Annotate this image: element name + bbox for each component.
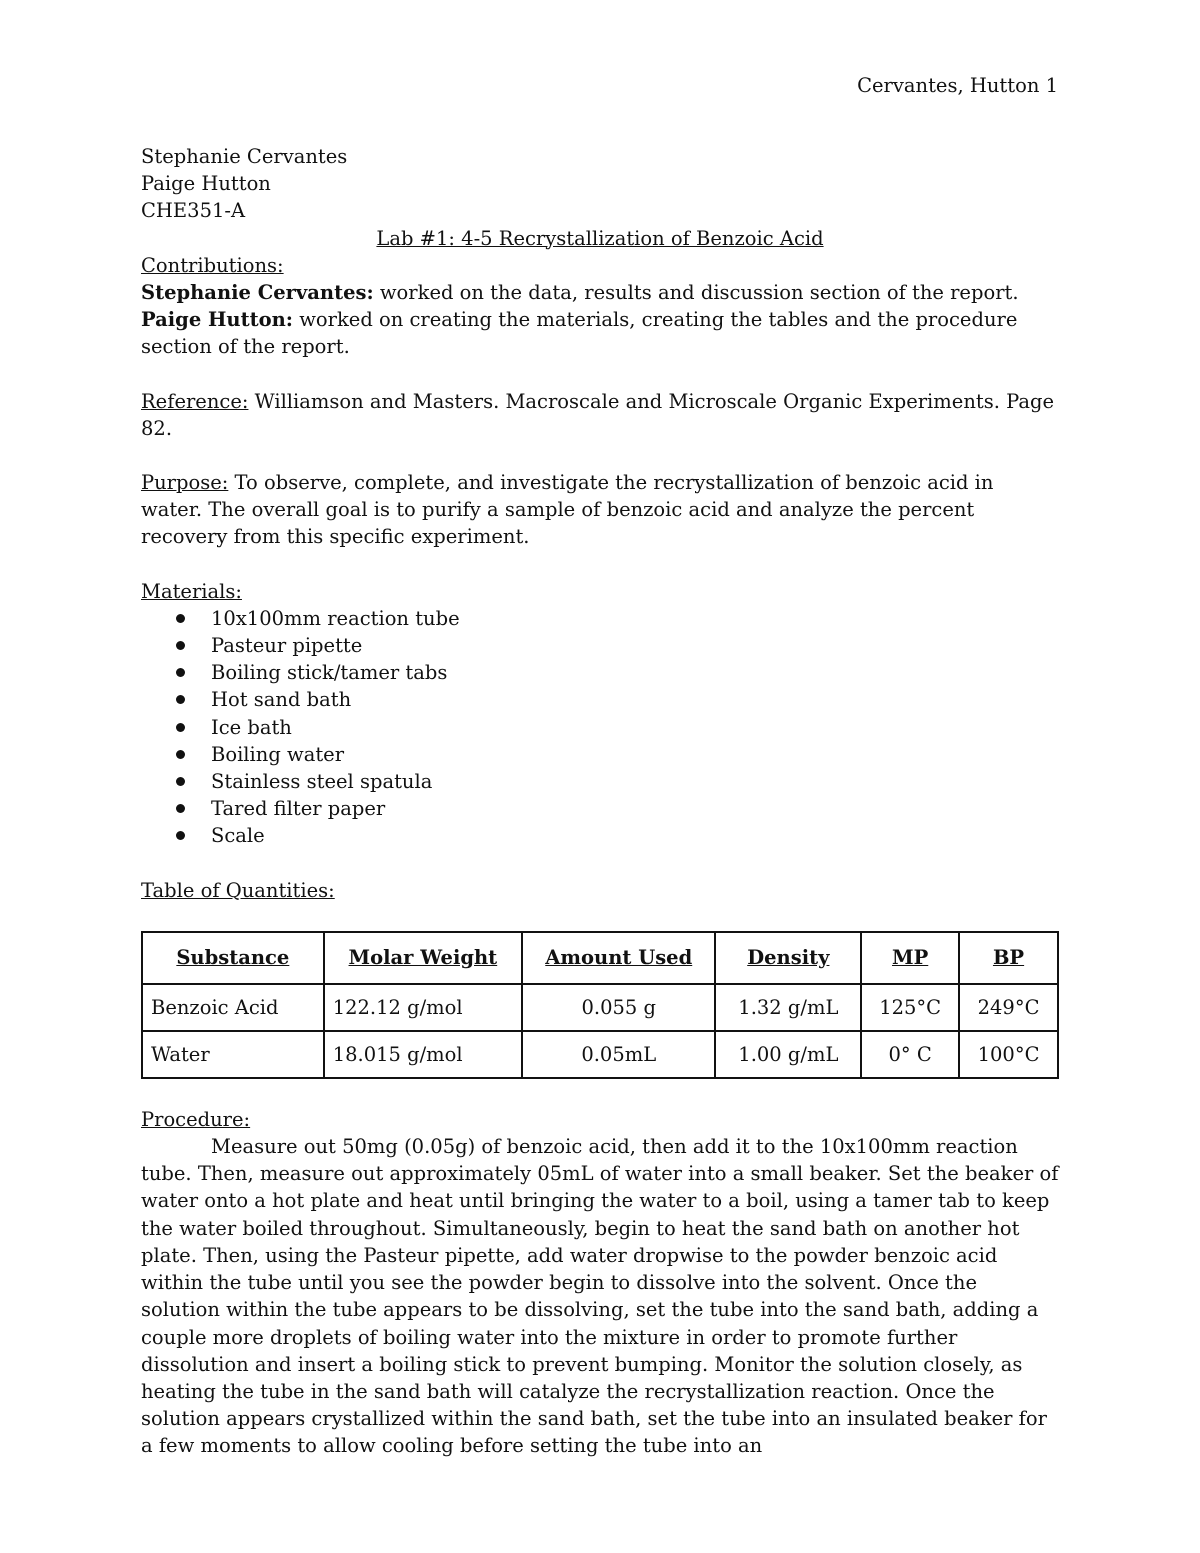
purpose-heading: Purpose: <box>141 471 229 495</box>
running-head: Cervantes, Hutton 1 <box>857 74 1058 97</box>
course-code: CHE351-A <box>141 199 246 223</box>
lab-title: Lab #1: 4-5 Recrystallization of Benzoic Acid <box>376 226 824 250</box>
list-item: Hot sand bath <box>141 686 1059 713</box>
table-row <box>142 1031 1058 1078</box>
table-cell: 0.055 g <box>522 984 715 1031</box>
table-cell: Water <box>142 1031 324 1078</box>
purpose-text: To observe, complete, and investigate the recrystallization of benzoic acid in water. The overall goal is to purify a sample of benzoic acid and analyze the percent recovery from this specific experiment. <box>141 471 994 549</box>
table-row <box>142 984 1058 1031</box>
list-item: Boiling stick/tamer tabs <box>141 659 1059 686</box>
contribution-item <box>141 279 1059 306</box>
contribution-item <box>141 306 1059 360</box>
contributor-name: Paige Hutton: <box>141 308 294 332</box>
contribution-text: worked on creating the materials, creating the tables and the procedure section of the report. <box>141 308 1018 359</box>
table-cell: Benzoic Acid <box>142 984 324 1031</box>
materials-list <box>141 605 1059 850</box>
list-item: Stainless steel spatula <box>141 768 1059 795</box>
table-header-row <box>142 932 1058 984</box>
author-name: Paige Hutton <box>141 172 271 196</box>
list-item: Boiling water <box>141 741 1059 768</box>
list-item: 10x100mm reaction tube <box>141 605 1059 632</box>
table-cell: 0.05mL <box>522 1031 715 1078</box>
column-header: MP <box>861 932 959 984</box>
column-header: Molar Weight <box>324 932 522 984</box>
reference-text: Williamson and Masters. Macroscale and Microscale Organic Experiments. Page 82. <box>141 389 1055 440</box>
column-header: Substance <box>142 932 324 984</box>
quantities-heading: Table of Quantities: <box>141 878 335 902</box>
table-cell: 18.015 g/mol <box>324 1031 522 1078</box>
column-header: BP <box>959 932 1058 984</box>
document-body <box>141 143 1059 1460</box>
table-cell: 125°C <box>861 984 959 1031</box>
materials-heading: Materials: <box>141 579 242 603</box>
contribution-text: worked on the data, results and discussion section of the report. <box>373 281 1019 305</box>
contributions-heading: Contributions: <box>141 253 284 277</box>
column-header: Density <box>715 932 861 984</box>
table-cell: 249°C <box>959 984 1058 1031</box>
column-header: Amount Used <box>522 932 715 984</box>
table-cell: 122.12 g/mol <box>324 984 522 1031</box>
procedure-heading: Procedure: <box>141 1107 251 1131</box>
reference-heading: Reference: <box>141 389 249 413</box>
table-cell: 100°C <box>959 1031 1058 1078</box>
table-cell: 1.00 g/mL <box>715 1031 861 1078</box>
author-name: Stephanie Cervantes <box>141 145 348 168</box>
list-item: Pasteur pipette <box>141 632 1059 659</box>
table-cell: 0° C <box>861 1031 959 1078</box>
reference-paragraph <box>141 388 1059 442</box>
list-item: Tared filter paper <box>141 795 1059 822</box>
list-item: Ice bath <box>141 714 1059 741</box>
purpose-paragraph <box>141 469 1059 551</box>
procedure-text: Measure out 50mg (0.05g) of benzoic acid, then add it to the 10x100mm reaction tube. Then, measure out approximately 05mL of water into a small beaker. Set the beaker of water onto a hot plate and heat until bringing the water to a boil, using a tamer tab to keep the water boiled throughout. Simultaneously, begin to heat the sand bath on another hot plate. Then, using the Pasteur pipette, add water dropwise to the powder benzoic acid within the tube until you see the powder begin to dissolve into the solvent. Once the solution within the tube appears to be dissolving, set the tube into the sand bath, adding a couple more droplets of boiling water into the mixture in order to promote further dissolution and insert a boiling stick to prevent bumping. Monitor the solution closely, as heating the tube in the sand bath will catalyze the recrystallization reaction. Once the solution appears crystallized within the sand bath, set the tube into an insulated beaker for a few moments to allow cooling before setting the tube into an <box>141 1135 1059 1458</box>
quantities-table <box>141 931 1059 1079</box>
table-cell: 1.32 g/mL <box>715 984 861 1031</box>
list-item: Scale <box>141 822 1059 849</box>
contributor-name: Stephanie Cervantes: <box>141 281 374 305</box>
